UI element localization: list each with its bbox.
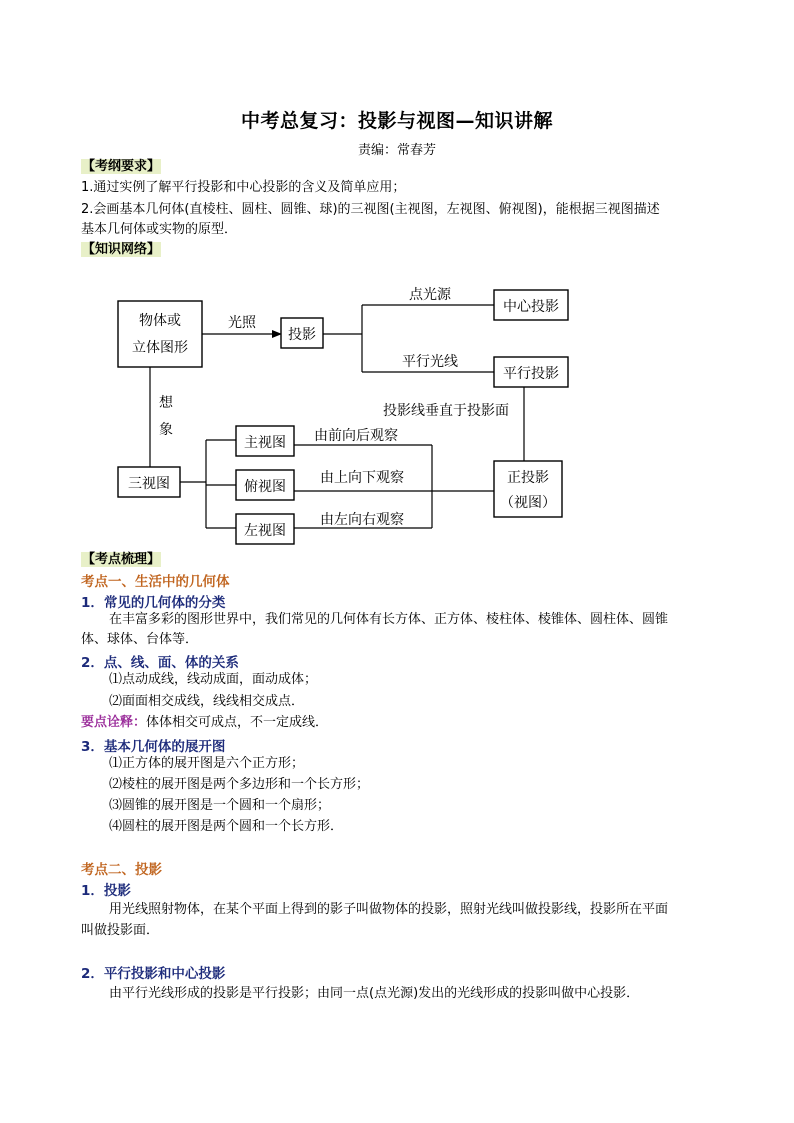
point2-s2-title: 2．平行投影和中心投影: [81, 966, 226, 982]
projection-label: 投影: [288, 327, 316, 343]
point1-s3-title: 3．基本几何体的展开图: [81, 739, 226, 755]
kaogang-item-1: 1.通过实例了解平行投影和中心投影的含义及简单应用；: [81, 180, 406, 195]
knowledge-network-diagram: [0, 0, 794, 560]
point1-note: [81, 712, 328, 734]
imagine-label-1: 想: [159, 395, 173, 411]
point-source-label: 点光源: [409, 287, 451, 303]
point1-s2-item-1: ⑴点动成线，线动成面，面动成体；: [109, 672, 318, 687]
front-view-label: 主视图: [244, 435, 286, 451]
orthographic-label-1: 正投影: [507, 470, 549, 486]
kaogang-item-2-cont: 基本几何体或实物的原型．: [81, 222, 238, 237]
point1-s2-item-2: ⑵面面相交成线，线线相交成点．: [109, 694, 305, 709]
author-line: 责编：常春芳: [357, 143, 436, 158]
page-title: 中考总复习：投影与视图—知识讲解: [240, 110, 553, 132]
perp-label: 投影线垂直于投影面: [383, 403, 509, 419]
imagine-label-2: 象: [159, 422, 173, 438]
note-text: 体体相交可成点，不一定成线．: [146, 715, 329, 730]
left-view-label: 左视图: [244, 523, 286, 539]
point1-s2-title: 2．点、线、面、体的关系: [81, 655, 239, 671]
point2-heading: 考点二、投影: [81, 862, 162, 878]
section-tag-kaogang: 【考纲要求】: [82, 159, 161, 174]
top-desc-label: 由上向下观察: [320, 470, 404, 486]
top-view-label: 俯视图: [244, 479, 286, 495]
object-box: [118, 301, 202, 367]
point1-s1-title: 1．常见的几何体的分类: [81, 595, 226, 611]
point2-s1-title: 1．投影: [81, 883, 131, 899]
object-label-1: 物体或: [139, 313, 181, 329]
note-label: 要点诠释：: [81, 715, 147, 730]
left-desc-label: 由左向右观察: [320, 512, 404, 528]
point1-s1-text-a: 在丰富多彩的图形世界中，我们常见的几何体有长方体、正方体、棱柱体、棱锥体、圆柱体、圆锥: [109, 612, 669, 627]
point1-s3-item-4: ⑷圆柱的展开图是两个圆和一个长方形．: [109, 819, 344, 834]
point1-s1-text-b: 体、球体、台体等．: [81, 632, 199, 647]
central-projection-label: 中心投影: [503, 299, 559, 315]
point2-s2-text: 由平行光线形成的投影是平行投影；由同一点(点光源)发出的光线形成的投影叫做中心投影．: [109, 986, 640, 1001]
light-label: 光照: [228, 315, 256, 331]
point2-s1-text-b: 叫做投影面．: [81, 923, 160, 938]
section-tag-wangluo: 【知识网络】: [82, 242, 161, 257]
parallel-projection-label: 平行投影: [503, 366, 559, 382]
point2-s1-text-a: 用光线照射物体，在某个平面上得到的影子叫做物体的投影，照射光线叫做投影线，投影所在平面: [109, 902, 669, 917]
point1-s3-item-3: ⑶圆锥的展开图是一个圆和一个扇形；: [109, 798, 331, 813]
front-desc-label: 由前向后观察: [314, 428, 398, 444]
orthographic-label-2: （视图）: [500, 495, 556, 511]
three-views-label: 三视图: [128, 476, 170, 492]
kaogang-item-2: 2.会画基本几何体(直棱柱、圆柱、圆锥、球)的三视图(主视图，左视图、俯视图)，能根据三视图描述: [81, 202, 660, 217]
point1-s3-item-1: ⑴正方体的展开图是六个正方形；: [109, 756, 305, 771]
point1-heading: 考点一、生活中的几何体: [81, 574, 230, 590]
section-tag-shuli: 【考点梳理】: [82, 552, 161, 567]
point1-s3-item-2: ⑵棱柱的展开图是两个多边形和一个长方形；: [109, 777, 370, 792]
object-label-2: 立体图形: [132, 340, 188, 356]
parallel-light-label: 平行光线: [402, 354, 458, 370]
